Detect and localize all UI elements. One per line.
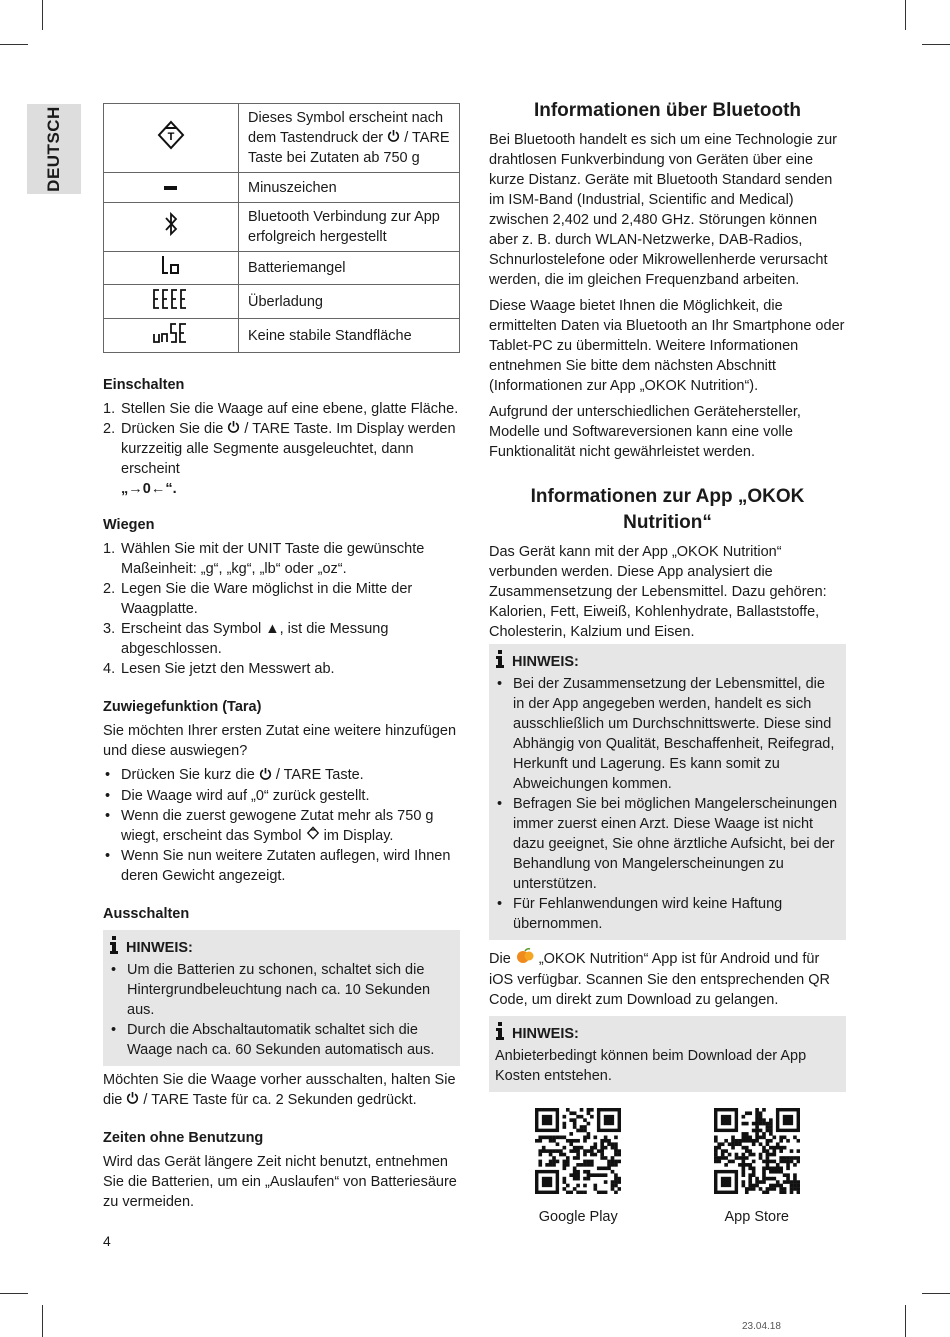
step-text: / TARE Taste. Im Display werden kurzzeitig alle Segmente ausgeleuchtet, dann erscheint	[121, 421, 456, 478]
right-column	[489, 98, 846, 1225]
okok-app-icon	[515, 948, 535, 970]
note-text: Bei der Zusammensetzung der Lebensmittel, die in der App angegeben werden, handelt es sich ausschließlich um Durchschnittswerte. Diese sind Abhängig von Qualität, Beschaffenheit, Reifegrad, Herkunft und Lagerung. Es kann somit zu Abweichungen kommen.	[513, 676, 835, 792]
list-item: • Befragen Sie bei möglichen Mangelerscheinungen immer zuerst einen Arzt. Diese Waage ist nicht dazu geeignet, Sie ohne ärztliche Aufsicht, bei der Behandlung von Mangelerscheinungen zu unterstützen.	[497, 796, 838, 892]
step-text: Lesen Sie jetzt den Messwert ab.	[121, 661, 335, 678]
note-title-text: HINWEIS:	[512, 1026, 579, 1042]
tare-symbol-icon	[306, 826, 320, 846]
desc-text: / TARE Taste bei Zutaten ab 750 g	[248, 130, 450, 167]
lo-display-icon	[104, 252, 239, 285]
list-item: 4. Lesen Sie jetzt den Messwert ab.	[103, 661, 335, 678]
info-icon	[495, 650, 505, 674]
display-zero-text: „→0←“.	[121, 481, 177, 498]
table-row	[104, 104, 460, 173]
tare-symbol-icon	[104, 104, 239, 173]
bluetooth-icon	[104, 203, 239, 252]
table-row	[104, 319, 460, 353]
step-text: Legen Sie die Ware möglichst in die Mitte der Waagplatte.	[121, 581, 413, 618]
note-text: Durch die Abschaltautomatik schaltet sich die Waage nach ca. 60 Sekunden automatisch aus.	[127, 1021, 435, 1058]
list-item: • Um die Batterien zu schonen, schaltet sich die Hintergrundbeleuchtung nach ca. 10 Sekunden aus.	[111, 961, 431, 1018]
info-icon	[109, 936, 119, 960]
qr-app-store[interactable]	[682, 1108, 832, 1225]
paragraph	[489, 948, 846, 1010]
bullet-text: Wenn die zuerst gewogene Zutat mehr als 750 g wiegt, erscheint das Symbol	[121, 807, 434, 844]
note-box	[103, 930, 460, 1066]
crop-mark	[0, 1293, 28, 1294]
symbol-description: Bluetooth Verbindung zur App erfolgreich hergestellt	[239, 203, 460, 252]
symbol-description: Überladung	[239, 285, 460, 319]
qr-caption: App Store	[724, 1209, 789, 1225]
crop-mark	[905, 0, 906, 30]
crop-mark	[42, 0, 43, 30]
list-item: • Für Fehlanwendungen wird keine Haftung übernommen.	[497, 896, 783, 932]
note-text: Um die Batterien zu schonen, schaltet sich die Hintergrundbeleuchtung nach ca. 10 Sekunden aus.	[127, 961, 431, 1018]
bullet-text: Die Waage wird auf „0“ zurück gestellt.	[121, 787, 370, 804]
crop-mark	[0, 44, 28, 45]
section-heading: Zuwiegefunktion (Tara)	[103, 699, 262, 716]
symbol-description: Batteriemangel	[239, 252, 460, 285]
symbol-description: Minuszeichen	[239, 173, 460, 203]
power-icon	[387, 128, 400, 148]
paragraph: Bei Bluetooth handelt es sich um eine Technologie zur drahtlosen Funkverbindung von Geräten über eine kurze Distanz. Geräte mit Bluetooth Standard senden im ISM-Band (Industrial, Scientific and Medical) zwischen 2,402 und 2,480 GHz. Störungen können aber z. B. durch WLAN-Netzwerke, DAB-Radios, Schnurlostelefone oder Mikrowellenherde verursacht werden, die im gleichen Frequenzband arbeiten.	[489, 132, 837, 288]
table-row	[104, 252, 460, 285]
list-item: • Bei der Zusammensetzung der Lebensmittel, die in der App angegeben werden, handelt es sich ausschließlich um Durchschnittswerte. Diese sind Abhängig von Qualität, Beschaffenheit, Reifegrad, Herkunft und Lagerung. Es kann somit zu Abweichungen kommen.	[497, 676, 835, 792]
step-text: Stellen Sie die Waage auf eine ebene, glatte Fläche.	[121, 401, 459, 418]
section-heading: Zeiten ohne Benutzung	[103, 1129, 264, 1146]
paragraph-text: Möchten Sie die Waage vorher ausschalten, halten Sie die	[103, 1071, 456, 1108]
bullet-text: / TARE Taste.	[275, 767, 364, 784]
steps-list	[103, 539, 460, 679]
note-title	[495, 650, 840, 674]
step-text: Drücken Sie die	[121, 421, 224, 438]
note-list	[109, 960, 454, 1060]
eeee-display-icon	[104, 285, 239, 319]
svg-text:T: T	[167, 131, 175, 144]
steps-list	[103, 399, 460, 499]
paragraph: Aufgrund der unterschiedlichen Gerätehersteller, Modelle und Softwareversionen kann eine volle Funktionalität nicht gewährleistet werden.	[489, 404, 801, 460]
list-item: • Wenn Sie nun weitere Zutaten auflegen, wird Ihnen deren Gewicht angezeigt.	[105, 847, 451, 884]
paragraph: Diese Waage bietet Ihnen die Möglichkeit, die ermittelten Daten via Bluetooth an Ihr Smartphone oder Tablet-PC zu übermitteln. Weitere Informationen entnehmen Sie bitte dem nächsten Abschnitt (Informationen zur App „OKOK Nutrition“).	[489, 298, 845, 394]
power-icon	[227, 419, 240, 439]
list-item: • Durch die Abschaltautomatik schaltet sich die Waage nach ca. 60 Sekunden automatisch aus.	[111, 1021, 435, 1058]
step-text: Erscheint das Symbol ▲, ist die Messung abgeschlossen.	[121, 621, 389, 658]
list-item: • Wenn die zuerst gewogene Zutat mehr als 750 g wiegt, erscheint das Symbol im Display.	[103, 806, 460, 846]
symbol-table	[103, 103, 460, 353]
paragraph-text: „OKOK Nutrition“ App ist für Android und für iOS verfügbar. Scannen Sie den entsprechenden QR Code, um direkt zum Download zu gelangen.	[489, 950, 830, 1008]
note-title-text: HINWEIS:	[512, 654, 579, 670]
list-item: 2. Legen Sie die Ware möglichst in die Mitte der Waagplatte.	[103, 581, 413, 618]
desc-text: Dieses Symbol erscheint nach dem Tastendruck der	[248, 110, 444, 146]
paragraph: Das Gerät kann mit der App „OKOK Nutrition“ verbunden werden. Diese App analysiert die Zusammensetzung der Lebensmittel. Dazu gehören: Kalorien, Fett, Eiweiß, Kohlenhydrate, Ballaststoffe, Cholesterin, Kalzium und Eisen.	[489, 544, 827, 640]
note-text: Anbieterbedingt können beim Download der App Kosten entstehen.	[495, 1048, 807, 1084]
note-text: Befragen Sie bei möglichen Mangelerscheinungen immer zuerst einen Arzt. Diese Waage ist nicht dazu geeignet, Sie ohne ärztliche Aufsicht, bei der Behandlung von Mangelerscheinungen zu unterstützen.	[513, 796, 838, 892]
list-item: • Drücken Sie kurz die / TARE Taste.	[103, 765, 460, 785]
note-text: Für Fehlanwendungen wird keine Haftung übernommen.	[513, 896, 783, 932]
section-heading: Informationen zur App „OKOK Nutrition“	[530, 486, 805, 533]
unse-display-icon	[104, 319, 239, 353]
list-item: • Die Waage wird auf „0“ zurück gestellt.	[105, 787, 370, 804]
paragraph: Wird das Gerät längere Zeit nicht benutzt, entnehmen Sie die Batterien, um ein „Auslaufen“ von Batteriesäure zu vermeiden.	[103, 1153, 457, 1210]
paragraph-text: Die	[489, 950, 511, 967]
symbol-description: Keine stabile Standfläche	[239, 319, 460, 353]
note-title-text: HINWEIS:	[126, 939, 193, 956]
table-row	[104, 203, 460, 252]
note-list	[495, 674, 840, 934]
left-column	[103, 103, 460, 1212]
symbol-description	[239, 104, 460, 173]
qr-code-icon[interactable]	[535, 1108, 621, 1194]
minus-sign-icon	[104, 173, 239, 203]
table-row	[104, 285, 460, 319]
qr-caption: Google Play	[538, 1209, 618, 1225]
paragraph: Sie möchten Ihrer ersten Zutat eine weitere hinzufügen und diese auswiegen?	[103, 723, 457, 760]
note-box	[489, 1016, 846, 1092]
list-item: 1. Wählen Sie mit der UNIT Taste die gewünschte Maßeinheit: „g“, „kg“, „lb“ oder „oz“.	[103, 541, 425, 578]
crop-mark	[42, 1305, 43, 1337]
qr-google-play[interactable]	[503, 1108, 653, 1225]
crop-mark	[922, 44, 950, 45]
table-row	[104, 173, 460, 203]
power-icon	[126, 1090, 139, 1110]
section-heading: Einschalten	[103, 377, 185, 394]
list-item: 1. Stellen Sie die Waage auf eine ebene, glatte Fläche.	[103, 401, 459, 418]
bullet-list	[103, 765, 460, 885]
bullet-text: Drücken Sie kurz die	[121, 767, 255, 784]
note-title	[109, 936, 454, 960]
crop-mark	[905, 1305, 906, 1337]
bullet-text: im Display.	[323, 827, 394, 844]
bullet-text: Wenn Sie nun weitere Zutaten auflegen, wird Ihnen deren Gewicht angezeigt.	[121, 847, 451, 884]
list-item: 2. Drücken Sie die / TARE Taste. Im Display werden kurzzeitig alle Segmente ausgeleuchtet, dann erscheint „→0←“.	[103, 421, 456, 498]
qr-codes	[489, 1108, 846, 1225]
step-text: Wählen Sie mit der UNIT Taste die gewünschte Maßeinheit: „g“, „kg“, „lb“ oder „oz“.	[121, 541, 425, 578]
section-heading: Wiegen	[103, 517, 155, 534]
note-title	[495, 1022, 840, 1046]
qr-code-icon[interactable]	[714, 1108, 800, 1194]
language-tab	[27, 104, 81, 194]
language-label: DEUTSCH	[44, 106, 64, 192]
footer-date: 23.04.18	[742, 1321, 781, 1332]
page-number: 4	[103, 1233, 111, 1249]
info-icon	[495, 1022, 505, 1046]
section-heading: Ausschalten	[103, 905, 190, 922]
note-box	[489, 644, 846, 940]
power-icon	[259, 766, 272, 786]
paragraph	[103, 1070, 460, 1110]
list-item: 3. Erscheint das Symbol ▲, ist die Messung abgeschlossen.	[103, 621, 389, 658]
section-heading: Informationen über Bluetooth	[533, 100, 802, 121]
paragraph-text: / TARE Taste für ca. 2 Sekunden gedrückt.	[143, 1091, 417, 1108]
crop-mark	[922, 1293, 950, 1294]
